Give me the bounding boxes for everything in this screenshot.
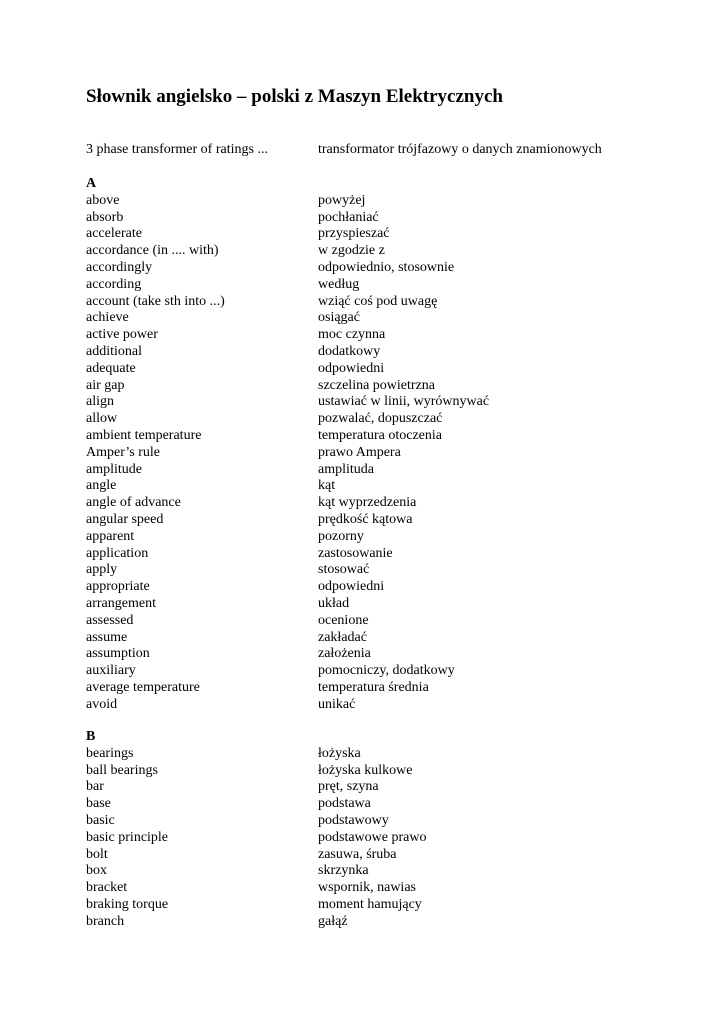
polish-translation: temperatura średnia [318, 679, 429, 695]
english-term: air gap [86, 377, 125, 393]
english-term: Amper’s rule [86, 444, 160, 460]
polish-translation: moc czynna [318, 327, 386, 343]
polish-translation: w zgodzie z [318, 243, 385, 259]
dictionary-entry [86, 847, 686, 864]
dictionary-entry [86, 562, 686, 579]
english-term: application [86, 545, 149, 561]
dictionary-entry [86, 327, 686, 344]
dictionary-entry [86, 596, 686, 613]
english-term: account (take sth into ...) [86, 293, 225, 309]
dictionary-entry [86, 613, 686, 630]
polish-translation: osiągać [318, 310, 360, 326]
english-term: achieve [86, 310, 129, 326]
polish-translation: zasuwa, śruba [318, 846, 397, 862]
polish-translation: dodatkowy [318, 343, 381, 359]
polish-translation: odpowiedni [318, 360, 385, 376]
polish-translation: łożyska kulkowe [318, 762, 413, 778]
english-term: active power [86, 327, 158, 343]
polish-translation: łożyska [318, 745, 361, 761]
dictionary-entry [86, 243, 686, 260]
dictionary-entry [86, 512, 686, 529]
dictionary-entry [86, 529, 686, 546]
english-term: basic principle [86, 829, 169, 845]
dictionary-entry [86, 813, 686, 830]
polish-translation: założenia [318, 646, 371, 662]
dictionary-entry [86, 478, 686, 495]
dictionary-entry [86, 294, 686, 311]
english-term: ambient temperature [86, 427, 202, 443]
polish-translation: podstawowe prawo [318, 829, 427, 845]
polish-translation: gałąź [318, 913, 348, 929]
polish-translation: ocenione [318, 612, 369, 628]
dictionary-entry [86, 796, 686, 813]
english-term: absorb [86, 209, 124, 225]
english-term: branch [86, 913, 125, 929]
english-term: adequate [86, 360, 136, 376]
polish-translation: prawo Ampera [318, 444, 401, 460]
english-term: align [86, 394, 114, 410]
dictionary-entry [86, 411, 686, 428]
dictionary-entry [86, 277, 686, 294]
polish-translation: transformator trójfazowy o danych znamionowych [318, 142, 602, 157]
english-term: allow [86, 411, 118, 427]
english-term: apparent [86, 528, 135, 544]
english-term: accelerate [86, 226, 142, 242]
dictionary-entry [86, 210, 686, 227]
dictionary-entry [86, 378, 686, 395]
dictionary-entry [86, 260, 686, 277]
dictionary-entry [86, 361, 686, 378]
english-term: average temperature [86, 679, 200, 695]
polish-translation: pozorny [318, 528, 364, 544]
dictionary-entry [86, 914, 686, 931]
english-term: base [86, 796, 111, 812]
polish-translation: pręt, szyna [318, 779, 379, 795]
polish-translation: stosować [318, 562, 370, 578]
dictionary-entry [86, 193, 686, 210]
english-term: 3 phase transformer of ratings ... [86, 142, 268, 157]
dictionary-entry [86, 394, 686, 411]
english-term: auxiliary [86, 663, 136, 679]
polish-translation: zakładać [318, 629, 367, 645]
english-term: above [86, 192, 120, 208]
english-term: angle [86, 478, 117, 494]
polish-translation: temperatura otoczenia [318, 427, 442, 443]
polish-translation: ustawiać w linii, wyrównywać [318, 394, 490, 410]
polish-translation: zastosowanie [318, 545, 393, 561]
english-term: arrangement [86, 595, 156, 611]
english-term: bearings [86, 745, 134, 761]
polish-translation: szczelina powietrzna [318, 377, 435, 393]
english-term: appropriate [86, 579, 150, 595]
dictionary-entry [86, 630, 686, 647]
section-letter: B [86, 729, 96, 744]
dictionary-entry [86, 579, 686, 596]
polish-translation: pochłaniać [318, 209, 379, 225]
english-term: assessed [86, 612, 134, 628]
section-letter: A [86, 176, 97, 191]
section-a [86, 176, 686, 714]
english-term: accordingly [86, 259, 153, 275]
english-term: apply [86, 562, 118, 578]
english-term: angular speed [86, 511, 164, 527]
dictionary-entry [86, 863, 686, 880]
polish-translation: powyżej [318, 192, 366, 208]
dictionary-entry [86, 428, 686, 445]
dictionary-entry [86, 897, 686, 914]
polish-translation: prędkość kątowa [318, 511, 413, 527]
polish-translation: wspornik, nawias [318, 880, 416, 896]
english-term: angle of advance [86, 495, 181, 511]
dictionary-entry [86, 779, 686, 796]
dictionary-entry [86, 226, 686, 243]
polish-translation: odpowiedni [318, 579, 385, 595]
polish-translation: podstawowy [318, 812, 389, 828]
english-term: avoid [86, 696, 118, 712]
page-title: Słownik angielsko – polski z Maszyn Elektrycznych [86, 86, 503, 107]
english-term: according [86, 276, 142, 292]
english-term: bar [86, 779, 104, 795]
english-term: assume [86, 629, 128, 645]
english-term: additional [86, 343, 142, 359]
polish-translation: pozwalać, dopuszczać [318, 411, 443, 427]
dictionary-entry [86, 880, 686, 897]
dictionary-entry [86, 830, 686, 847]
dictionary-page [86, 0, 686, 929]
dictionary-entry [86, 495, 686, 512]
english-term: basic [86, 812, 115, 828]
english-term: ball bearings [86, 762, 158, 778]
dictionary-entry [86, 344, 686, 361]
dictionary-entry [86, 546, 686, 563]
polish-translation: wziąć coś pod uwagę [318, 293, 438, 309]
polish-translation: układ [318, 595, 350, 611]
polish-translation: kąt wyprzedzenia [318, 495, 417, 511]
polish-translation: pomocniczy, dodatkowy [318, 663, 455, 679]
dictionary-entry [86, 697, 686, 714]
english-term: bracket [86, 880, 128, 896]
intro-entry [86, 142, 686, 159]
polish-translation: kąt [318, 478, 336, 494]
section-b [86, 729, 686, 931]
english-term: assumption [86, 646, 150, 662]
english-term: bolt [86, 846, 108, 862]
polish-translation: unikać [318, 696, 356, 712]
polish-translation: amplituda [318, 461, 374, 477]
dictionary-entry [86, 680, 686, 697]
dictionary-entry [86, 310, 686, 327]
polish-translation: według [318, 276, 360, 292]
english-term: box [86, 863, 107, 879]
dictionary-entry [86, 746, 686, 763]
dictionary-entry [86, 646, 686, 663]
dictionary-entry [86, 663, 686, 680]
english-term: braking torque [86, 896, 169, 912]
dictionary-entry [86, 445, 686, 462]
polish-translation: przyspieszać [318, 226, 390, 242]
dictionary-entry [86, 763, 686, 780]
english-term: amplitude [86, 461, 142, 477]
english-term: accordance (in .... with) [86, 243, 219, 259]
polish-translation: podstawa [318, 796, 371, 812]
polish-translation: skrzynka [318, 863, 369, 879]
polish-translation: odpowiednio, stosownie [318, 259, 455, 275]
polish-translation: moment hamujący [318, 896, 422, 912]
dictionary-entry [86, 462, 686, 479]
